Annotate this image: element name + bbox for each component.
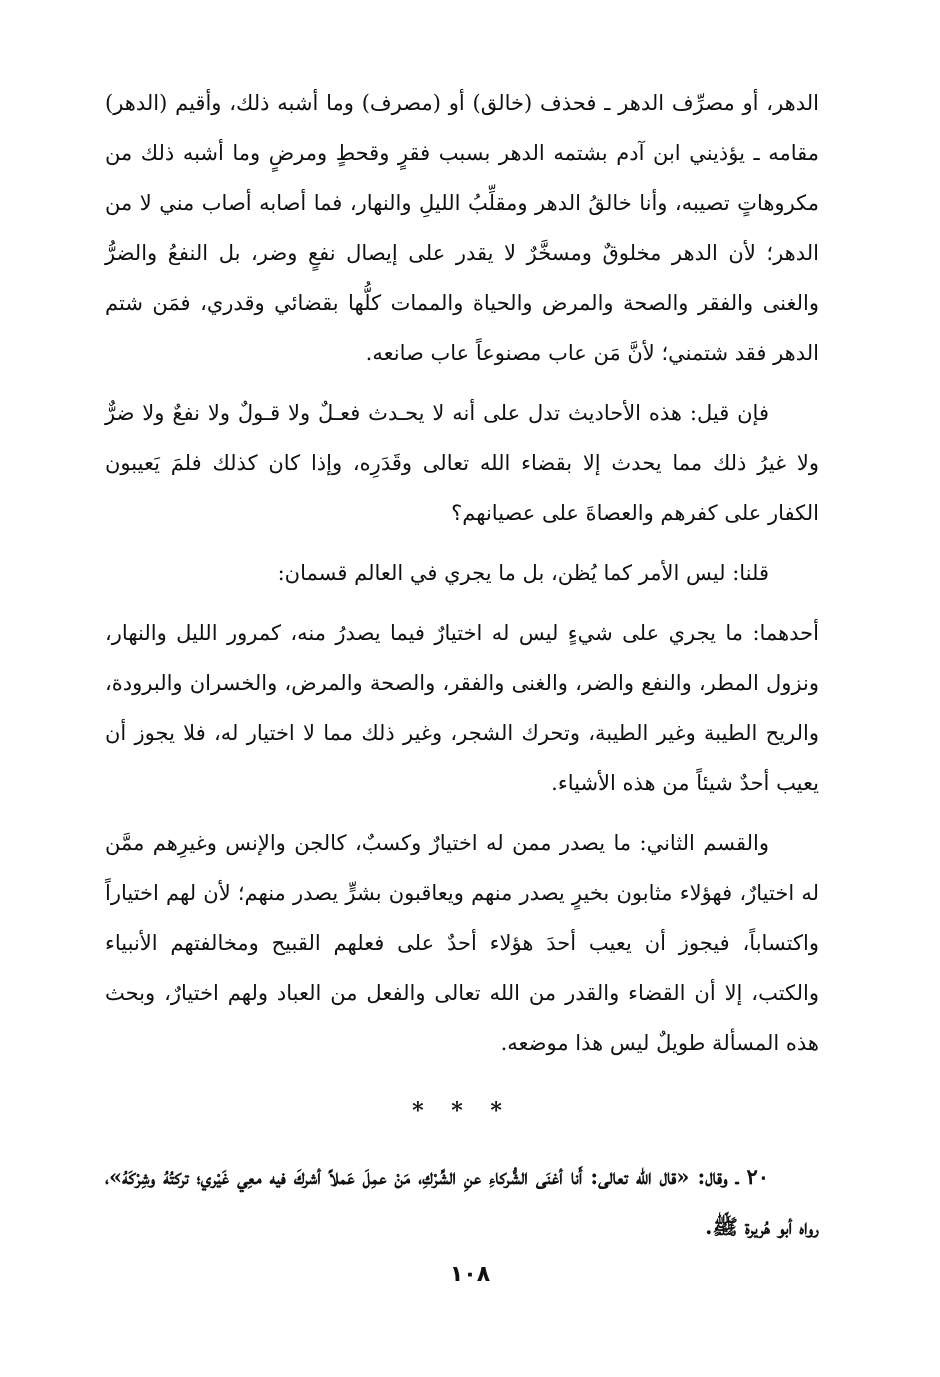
page-body	[105, 78, 819, 1252]
paragraph-answer-intro: قلنا: ليس الأمر كما يُظن، بل ما يجري في العالم قسمان:	[277, 561, 769, 585]
paragraph-second-category: والقسم الثاني: ما يصدر ممن له اختيارٌ وكسبٌ، كالجن والإنس وغيرِهم ممَّن له اختيارٌ، فهؤلاء مثابون بخيرٍ يصدر منهم ويعاقبون بشرٍّ يصدر منهم؛ لأن لهم اختياراً واكتساباً، فيجوز أن يعيب أحدَ هؤلاء أحدٌ على فعلهم القبيح ومخالفتهم الأنبياء والكتب، إلا أن القضاء والقدر من الله تعالى والفعل من العباد ولهم اختيارٌ، وبحث هذه المسألة طويلٌ ليس هذا موضعه.	[105, 831, 819, 1055]
page-number: ١٠٨	[449, 1262, 491, 1287]
section-separator: * * *	[412, 1098, 512, 1124]
hadith-20: ٢٠ ـ وقال: «قال الله تعالى: أَنا أغنَى الشُّركاءِ عنِ الشِّرْكِ، مَنْ عمِلَ عَملاً أشركَ فيه معِي غَيْري؛ تركتُهُ وشِرْكَهُ»، رواه أبو هُريرة ﷺ.	[105, 1164, 819, 1239]
paragraph-objection: فإن قيل: هذه الأحاديث تدل على أنه لا يحـدث فعـلٌ ولا قـولٌ ولا نفعٌ ولا ضرٌّ ولا غيرُ ذلك مما يحدث إلا بقضاء الله تعالى وقَدَرِه، وإذا كان كذلك فلمَ يَعيبون الكفار على كفرهم والعصاةَ على عصيانهم؟	[105, 401, 819, 525]
paragraph-first-category: أحدهما: ما يجري على شيءٍ ليس له اختيارٌ فيما يصدرُ منه، كمرور الليل والنهار، ونزول المطر، والنفع والضر، والغنى والفقر، والصحة والمرض، والخسران والبرودة، والريح الطيبة وغير الطيبة، وتحرك الشجر، وغير ذلك مما لا اختيار له، فلا يجوز أن يعيب أحدٌ شيئاً من هذه الأشياء.	[105, 621, 819, 795]
paragraph-dahr-explanation: الدهر، أو مصرِّف الدهر ـ فحذف (خالق) أو (مصرف) وما أشبه ذلك، وأقيم (الدهر) مقامه ـ يؤذيني ابن آدم بشتمه الدهر بسبب فقرٍ وقحطٍ ومرضٍ وما أشبه ذلك من مكروهاتٍ تصيبه، وأنا خالقُ الدهر ومقلِّبُ الليلِ والنهار، فما أصابه أصاب مني لا من الدهر؛ لأن الدهر مخلوقٌ ومسخَّرٌ لا يقدر على إيصال نفعٍ وضر، بل النفعُ والضرُّ والغنى والفقر والصحة والمرض والحياة والممات كلُّها بقضائي وقدري، فمَن شتم الدهر فقد شتمني؛ لأنَّ مَن عاب مصنوعاً عاب صانعه.	[105, 91, 819, 365]
